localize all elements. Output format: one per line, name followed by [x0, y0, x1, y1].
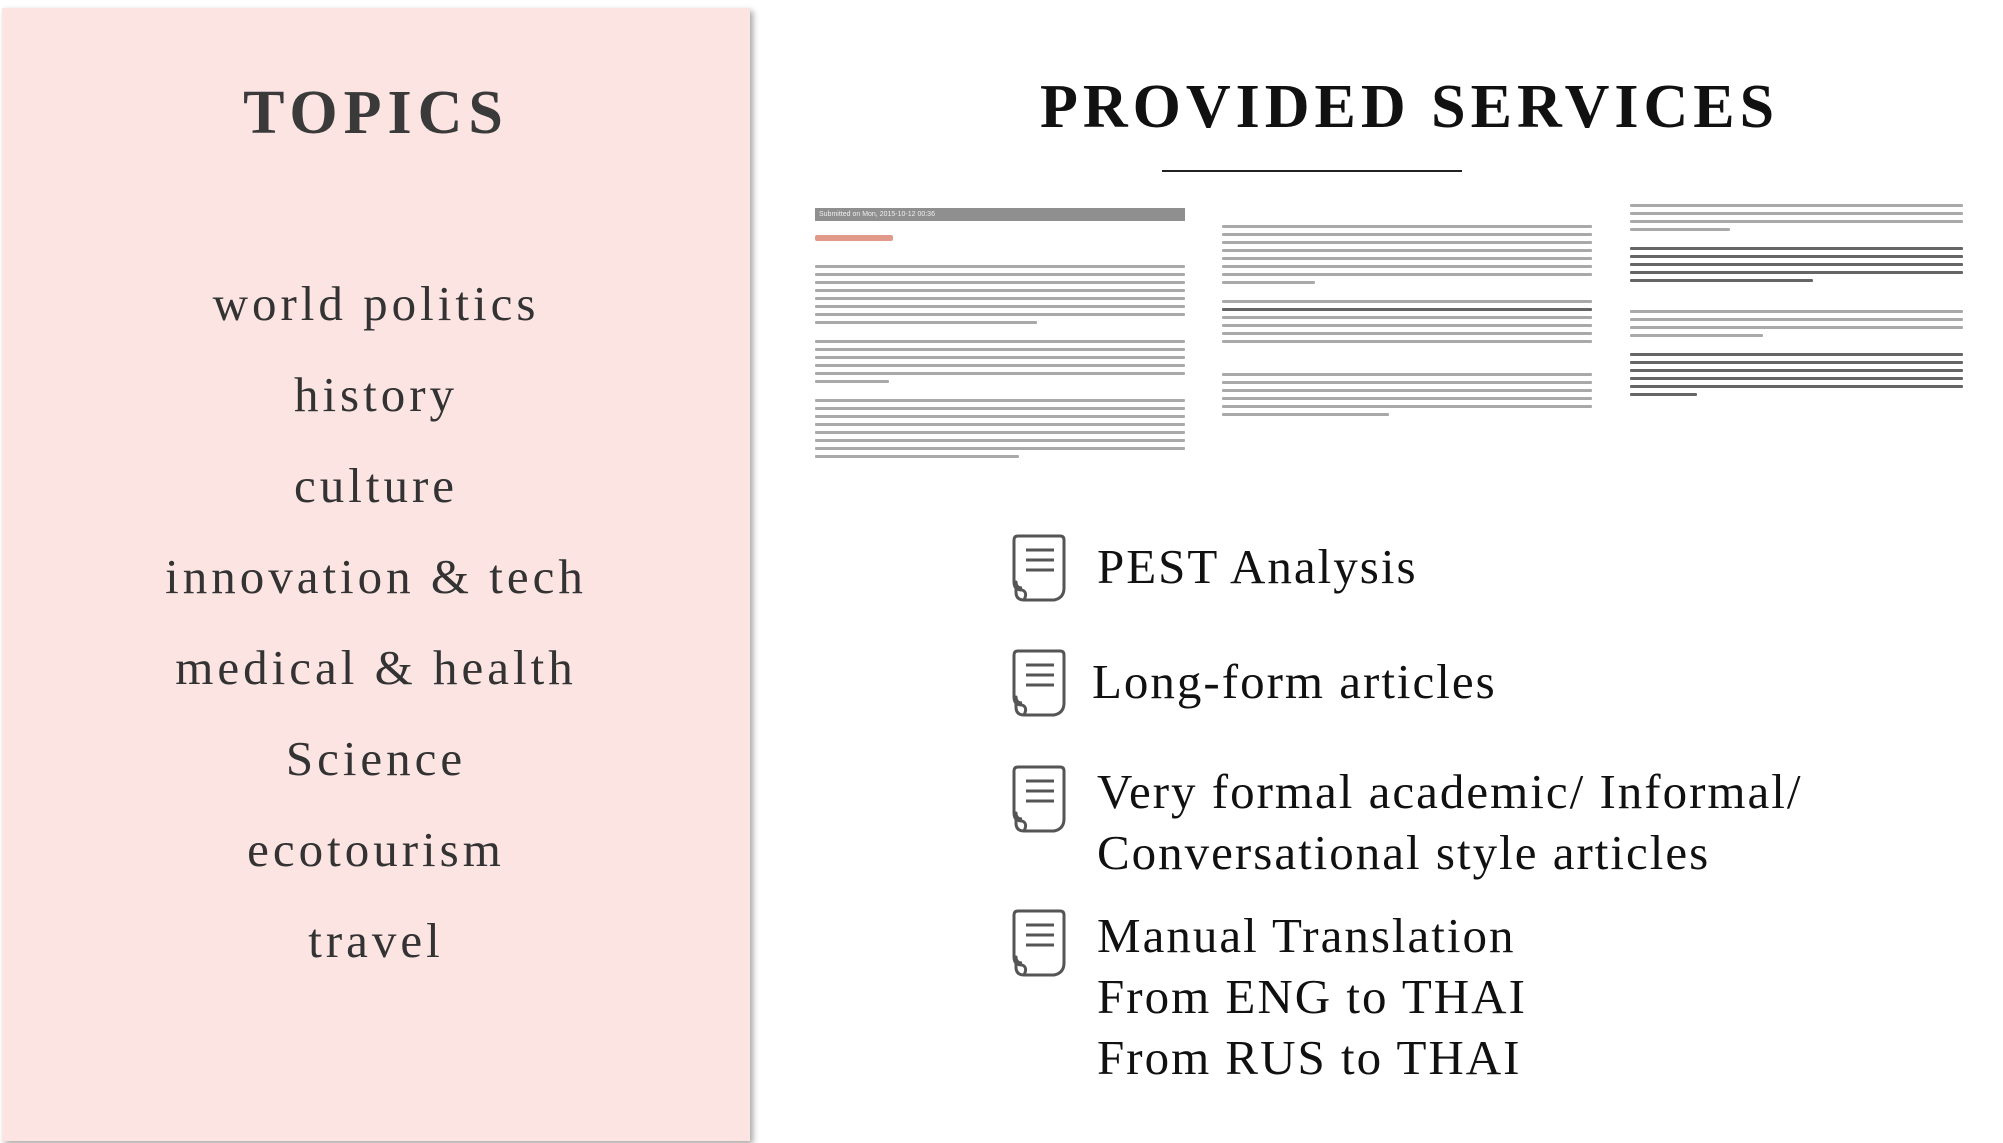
sample-article-header: Submitted on Mon, 2015-10-12 00:36	[815, 208, 1185, 221]
services-title: PROVIDED SERVICES	[1040, 73, 1780, 141]
sample-article-byline	[815, 235, 893, 241]
sample-paragraph	[1630, 204, 1963, 231]
topic-item: Science	[285, 731, 467, 786]
title-divider	[1162, 170, 1462, 172]
document-icon	[1010, 532, 1070, 604]
topic-item: history	[293, 367, 459, 422]
topic-item: medical & health	[175, 640, 577, 695]
topic-item: innovation & tech	[165, 549, 587, 604]
sample-paragraph	[1222, 300, 1592, 343]
sample-paragraph	[815, 340, 1185, 383]
topic-item: ecotourism	[247, 822, 505, 877]
service-label: Very formal academic/ Informal/ Conversational style articles	[1097, 764, 1803, 880]
service-label: Manual Translation From ENG to THAI From RUS to THAI	[1097, 908, 1527, 1085]
sample-paragraph	[1630, 353, 1963, 396]
sample-paragraph	[815, 265, 1185, 324]
service-label: Long-form articles	[1092, 654, 1497, 709]
topics-list	[2, 266, 750, 994]
topic-item: culture	[293, 458, 459, 513]
sample-paragraph	[1222, 225, 1592, 284]
topics-panel	[2, 8, 750, 1141]
document-icon	[1010, 763, 1070, 835]
sample-article-page-1	[815, 208, 1185, 508]
sample-paragraph	[1630, 310, 1963, 337]
document-icon	[1010, 647, 1070, 719]
document-icon	[1010, 907, 1070, 979]
sample-paragraph	[1630, 247, 1963, 282]
service-label: PEST Analysis	[1097, 539, 1418, 594]
topic-item: travel	[308, 913, 444, 968]
sample-paragraph	[815, 399, 1185, 458]
topic-item: world politics	[212, 276, 540, 331]
sample-article-page-3	[1630, 204, 1963, 504]
sample-article-page-2	[1222, 225, 1592, 525]
sample-paragraph	[1222, 373, 1592, 416]
topics-title: TOPICS	[243, 79, 509, 147]
